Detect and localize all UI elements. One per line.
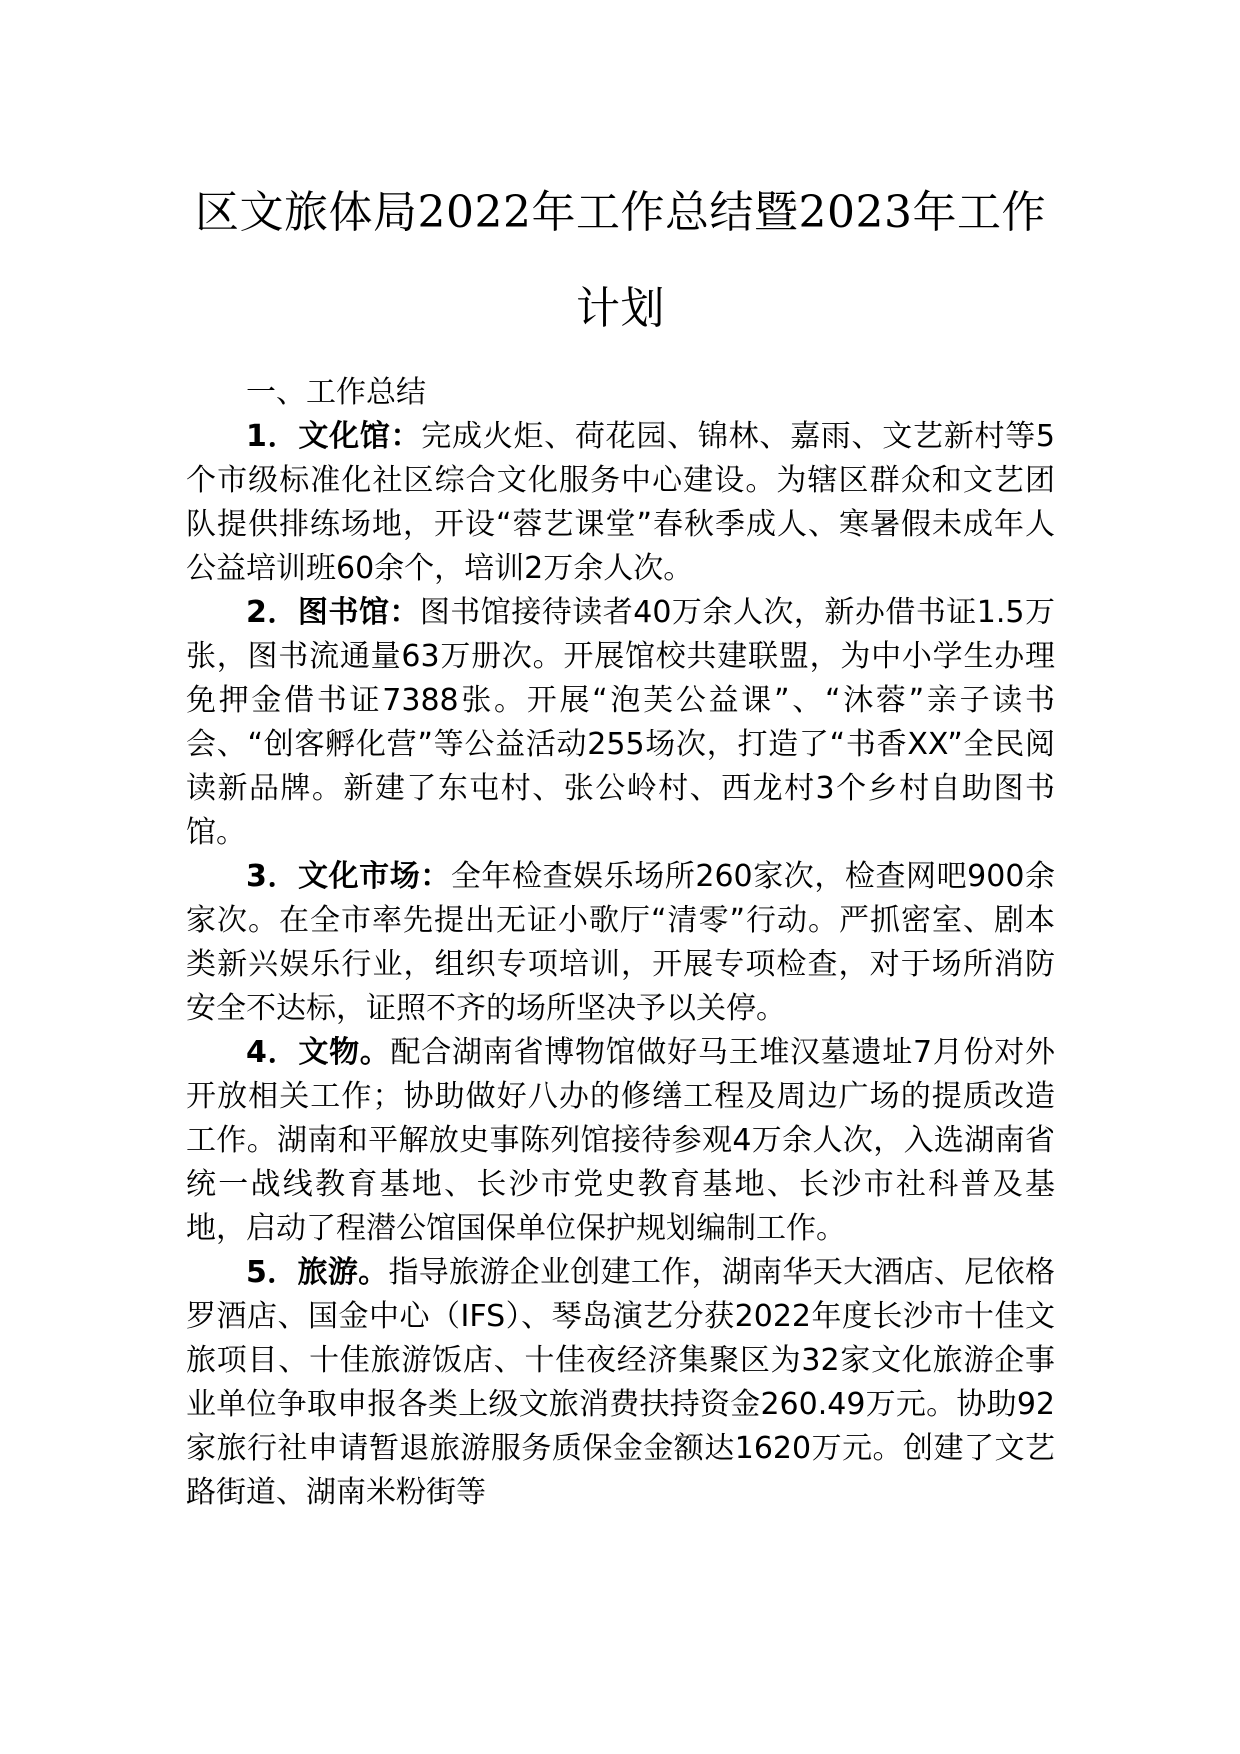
title-line-2: 计划: [576, 283, 665, 334]
document-title: [186, 165, 1055, 357]
paragraph-cultural-relics: [186, 1031, 1055, 1251]
paragraph-library: [186, 591, 1055, 855]
paragraph-culture-center: [186, 415, 1055, 591]
paragraph-text: 完成火炬、荷花园、锦林、嘉雨、文艺新村等5个市级标准化社区综合文化服务中心建设。为辖区群众和文艺团队提供排练场地，开设“蓉艺课堂”春秋季成人、寒暑假未成年人公益培训班60余个，培训2万余人次。: [186, 419, 1056, 586]
paragraph-text: 配合湖南省博物馆做好马王堆汉墓遗址7月份对外开放相关工作；协助做好八办的修缮工程及周边广场的提质改造工作。湖南和平解放史事陈列馆接待参观4万余人次，入选湖南省统一战线教育基地、长沙市党史教育基地、长沙市社科普及基地，启动了程潜公馆国保单位保护规划编制工作。: [186, 1035, 1056, 1246]
paragraph-lead: 2．图书馆：: [246, 595, 420, 630]
section-heading: 一、工作总结: [246, 375, 426, 410]
paragraph-text: 指导旅游企业创建工作，湖南华天大酒店、尼依格罗酒店、国金中心（IFS）、琴岛演艺分获2022年度长沙市十佳文旅项目、十佳旅游饭店、十佳夜经济集聚区为32家文化旅游企事业单位争取申报各类上级文旅消费扶持资金260.49万元。协助92家旅行社申请暂退旅游服务质保金金额达1620万元。创建了文艺路街道、湖南米粉街等: [186, 1255, 1055, 1510]
paragraph-lead: 5．旅游。: [246, 1255, 389, 1290]
paragraph-text: 全年检查娱乐场所260家次，检查网吧900余家次。在全市率先提出无证小歌厅“清零”行动。严抓密室、剧本类新兴娱乐行业，组织专项培训，开展专项检查，对于场所消防安全不达标，证照不齐的场所坚决予以关停。: [186, 859, 1055, 1026]
paragraph-lead: 1．文化馆：: [246, 419, 422, 454]
paragraph-lead: 4．文物。: [246, 1035, 391, 1070]
paragraph-culture-market: [186, 855, 1055, 1031]
paragraph-tourism: [186, 1251, 1055, 1515]
paragraph-text: 图书馆接待读者40万余人次，新办借书证1.5万张，图书流通量63万册次。开展馆校共建联盟，为中小学生办理免押金借书证7388张。开展“泡芙公益课”、“沐蓉”亲子读书会、“创客孵化营”等公益活动255场次，打造了“书香XX”全民阅读新品牌。新建了东屯村、张公岭村、西龙村3个乡村自助图书馆。: [186, 595, 1055, 850]
paragraph-lead: 3．文化市场：: [246, 859, 451, 894]
title-line-1: 区文旅体局2022年工作总结暨2023年工作: [195, 187, 1046, 238]
